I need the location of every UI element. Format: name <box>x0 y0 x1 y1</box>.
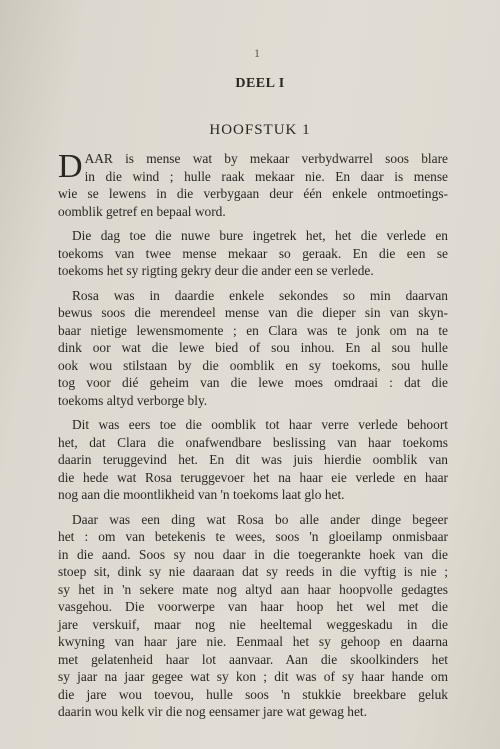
text-line: in die aand. Soos sy nou daar in die toegerankte hoek van die <box>58 546 448 562</box>
paragraph <box>58 287 448 410</box>
page-folio-mark: 1 <box>254 46 260 60</box>
part-title: DEEL I <box>235 76 285 91</box>
text-line: ook wou stilstaan by die oomblik en sy toekoms, sou hulle <box>58 357 448 373</box>
text-line: wie se lewens in die verbygaan deur één enkele ontmoetings- <box>58 186 448 201</box>
text-line: sy het in 'n sekere mate nog altyd aan haar hoopvolle gedagtes <box>58 581 448 597</box>
text-line: nog aan die moontlikheid van 'n toekoms laat glo het. <box>58 487 345 502</box>
chapter-title: HOOFSTUK 1 <box>209 122 311 138</box>
text-line: jare verskuif, maar nog nie heeltemal weggeskadu in die <box>58 616 448 632</box>
text-line: vasgehou. Die voorwerpe van haar hoop het wel met die <box>58 599 448 614</box>
text-line: bewus soos die merendeel mense van die dieper sin van skyn- <box>58 305 448 320</box>
text-line: AAR is mense wat by mekaar verbydwarrel soos blare <box>84 151 448 166</box>
text-line: dink oor wat die lewe bied of sou inhou. En al sou hulle <box>58 340 448 355</box>
text-line: daarin wou kelk vir die nog eensamer jare wat gewag het. <box>58 704 367 719</box>
paragraph <box>58 416 448 504</box>
text-line: Daar was een ding wat Rosa bo alle ander dinge begeer <box>72 511 448 527</box>
text-line: baar nietige lewensmomente ; en Clara was te jonk om na te <box>58 322 448 338</box>
text-line: daarin teruggevind het. En dit was juis hierdie oomblik van <box>58 452 448 467</box>
text-line: die jare wou toevou, hulle soos 'n stukkie breekbare geluk <box>58 686 448 702</box>
text-line: stoep sit, dink sy nie daaraan dat sy reeds in die vyftig is nie ; <box>58 564 448 579</box>
text-line: toekoms het sy rigting gekry deur die ander een se verlede. <box>58 263 374 278</box>
chapter-body <box>58 150 448 728</box>
text-line: tog voor dié geheim van die lewe moes omdraai : dat die <box>58 375 448 390</box>
text-line: die hede wat Rosa teruggevoer het na haar eie verlede en haar <box>58 469 448 485</box>
text-line: het, dat Clara die onafwendbare beslissing van haar toekoms <box>58 434 448 450</box>
text-line: Dit was eers toe die oomblik tot haar verre verlede behoort <box>72 417 448 432</box>
text-line: toekoms altyd verborge bly. <box>58 392 208 408</box>
paragraph <box>58 511 448 721</box>
text-line: met gelatenheid haar lot aanvaar. Aan die skoolkinders het <box>58 651 448 667</box>
text-line: toekoms van twee mense mekaar so geraak. En die een se <box>58 245 448 261</box>
text-line: Rosa was in daardie enkele sekondes so min daarvan <box>72 287 448 303</box>
text-line: in die wind ; hulle raak mekaar nie. En daar is mense <box>84 168 448 184</box>
paragraph <box>58 227 448 280</box>
text-line: sy jaar na jaar gegee wat sy kon ; dit was of sy haar hande om <box>58 669 448 684</box>
text-line: oomblik getref en bepaal word. <box>58 203 226 219</box>
text-line: het : om van betekenis te wees, soos 'n gloeilamp onmisbaar <box>58 529 448 544</box>
text-line: Die dag toe die nuwe bure ingetrek het, het die verlede en <box>72 228 448 243</box>
paragraph <box>58 150 448 220</box>
text-line: kwyning van haar jare nie. Eenmaal het sy gehoop en daarna <box>58 634 448 649</box>
drop-cap-letter: D <box>58 148 83 185</box>
